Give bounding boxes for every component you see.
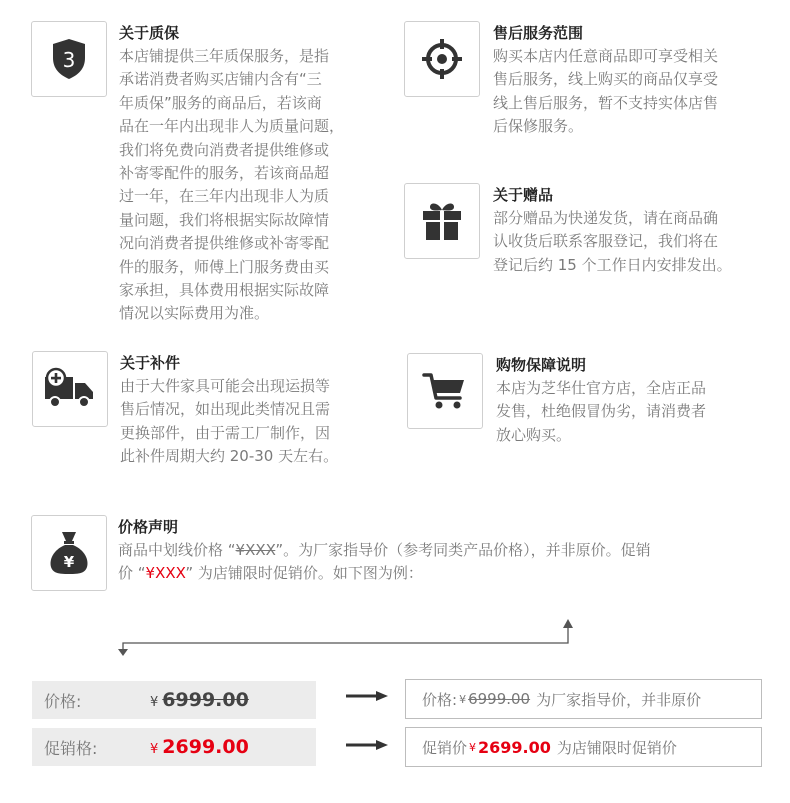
explainer-suffix: 为厂家指导价，并非原价 bbox=[536, 690, 702, 709]
price-red-sample: ¥XXX bbox=[145, 564, 186, 583]
guarantee-line: 本店为芝华仕官方店，全店正品 bbox=[496, 379, 707, 397]
parts-line: 此补件周期大约 20-30 天左右。 bbox=[120, 447, 339, 466]
original-price-explainer bbox=[405, 679, 762, 719]
promo-price-number: 2699.00 bbox=[162, 736, 249, 758]
after-sales-line: 售后服务，线上购买的商品仅享受 bbox=[493, 70, 719, 89]
explainer-price: 2699.00 bbox=[478, 737, 551, 757]
gifts-line: 部分赠品为快递发货，请在商品确 bbox=[493, 209, 719, 227]
svg-text:¥: ¥ bbox=[63, 553, 75, 571]
price-text-part: ” 为店铺限时促销价。如下图为例： bbox=[185, 564, 423, 583]
promo-price-row bbox=[32, 728, 316, 766]
currency-symbol: ¥ bbox=[469, 740, 477, 754]
gifts-line: 认收货后联系客服登记，我们将在 bbox=[493, 232, 719, 251]
warranty-line: 情况以实际费用为准。 bbox=[119, 304, 270, 323]
parts-line: 售后情况，如出现此类情况且需 bbox=[120, 400, 331, 419]
warranty-line: 年质保”服务的商品后，若该商 bbox=[119, 93, 322, 112]
price-title: 价格声明 bbox=[118, 518, 179, 536]
price-text-part: 价 “ bbox=[118, 564, 146, 583]
warranty-line: 承诺消费者购买店铺内含有“三 bbox=[119, 70, 322, 89]
warranty-line: 品在一年内出现非人为质量问题， bbox=[119, 117, 345, 136]
promo-price-explainer bbox=[405, 727, 762, 767]
explainer-label: 促销价 bbox=[422, 738, 468, 757]
after-sales-line: 后保修服务。 bbox=[493, 117, 584, 136]
currency-symbol: ¥ bbox=[150, 742, 159, 757]
warranty-line: 本店铺提供三年质保服务，是指 bbox=[119, 47, 330, 65]
promo-price-label: 促销格: bbox=[44, 738, 98, 758]
gifts-line: 登记后约 15 个工作日内安排发出。 bbox=[493, 255, 732, 274]
original-price-label: 价格: bbox=[44, 691, 82, 711]
guarantee-line: 放心购买。 bbox=[496, 425, 572, 444]
gifts-title: 关于赠品 bbox=[493, 186, 554, 204]
currency-symbol: ¥ bbox=[150, 695, 159, 710]
after-sales-title: 售后服务范围 bbox=[493, 24, 584, 42]
warranty-title: 关于质保 bbox=[119, 24, 180, 42]
guarantee-line: 发售，杜绝假冒伪劣，请消费者 bbox=[496, 402, 707, 421]
price-text-part: ”。为厂家指导价（参考同类产品价格），并非原价。促销 bbox=[275, 541, 651, 559]
warranty-line: 我们将免费向消费者提供维修或 bbox=[119, 140, 330, 159]
promo-price-value bbox=[150, 736, 249, 758]
parts-title: 关于补件 bbox=[120, 354, 181, 372]
guarantee-title: 购物保障说明 bbox=[496, 356, 587, 374]
warranty-line: 过一年，在三年内出现非人为质 bbox=[119, 187, 330, 206]
original-price-row bbox=[32, 681, 316, 719]
warranty-line: 补寄零配件的服务，若该商品超 bbox=[119, 164, 330, 183]
explainer-label: 价格: bbox=[422, 690, 458, 709]
original-price-value bbox=[150, 689, 249, 711]
price-text-part: 商品中划线价格 “ bbox=[118, 541, 236, 559]
after-sales-line: 购买本店内任意商品即可享受相关 bbox=[493, 47, 719, 65]
arrow-right-icon bbox=[346, 740, 388, 750]
parts-line: 更换部件，由于需工厂制作，因 bbox=[120, 423, 331, 442]
price-strike-sample: ¥XXX bbox=[235, 541, 276, 559]
warranty-line: 家承担，具体费用根据实际故障 bbox=[119, 281, 330, 300]
after-sales-line: 线上售后服务，暂不支持实体店售 bbox=[493, 93, 719, 112]
warranty-line: 量问题，我们将根据实际故障情 bbox=[119, 210, 330, 229]
shield-badge-text: 3 bbox=[62, 48, 76, 72]
original-price-number: 6999.00 bbox=[162, 689, 249, 711]
parts-line: 由于大件家具可能会出现运损等 bbox=[120, 377, 331, 395]
arrow-right-icon bbox=[346, 691, 388, 701]
explainer-suffix: 为店铺限时促销价 bbox=[556, 738, 677, 757]
warranty-line: 件的服务，师傅上门服务费由买 bbox=[119, 257, 330, 276]
explainer-price: 6999.00 bbox=[468, 690, 531, 708]
warranty-line: 况向消费者提供维修或补寄零配 bbox=[119, 234, 330, 253]
currency-symbol: ¥ bbox=[459, 692, 467, 706]
